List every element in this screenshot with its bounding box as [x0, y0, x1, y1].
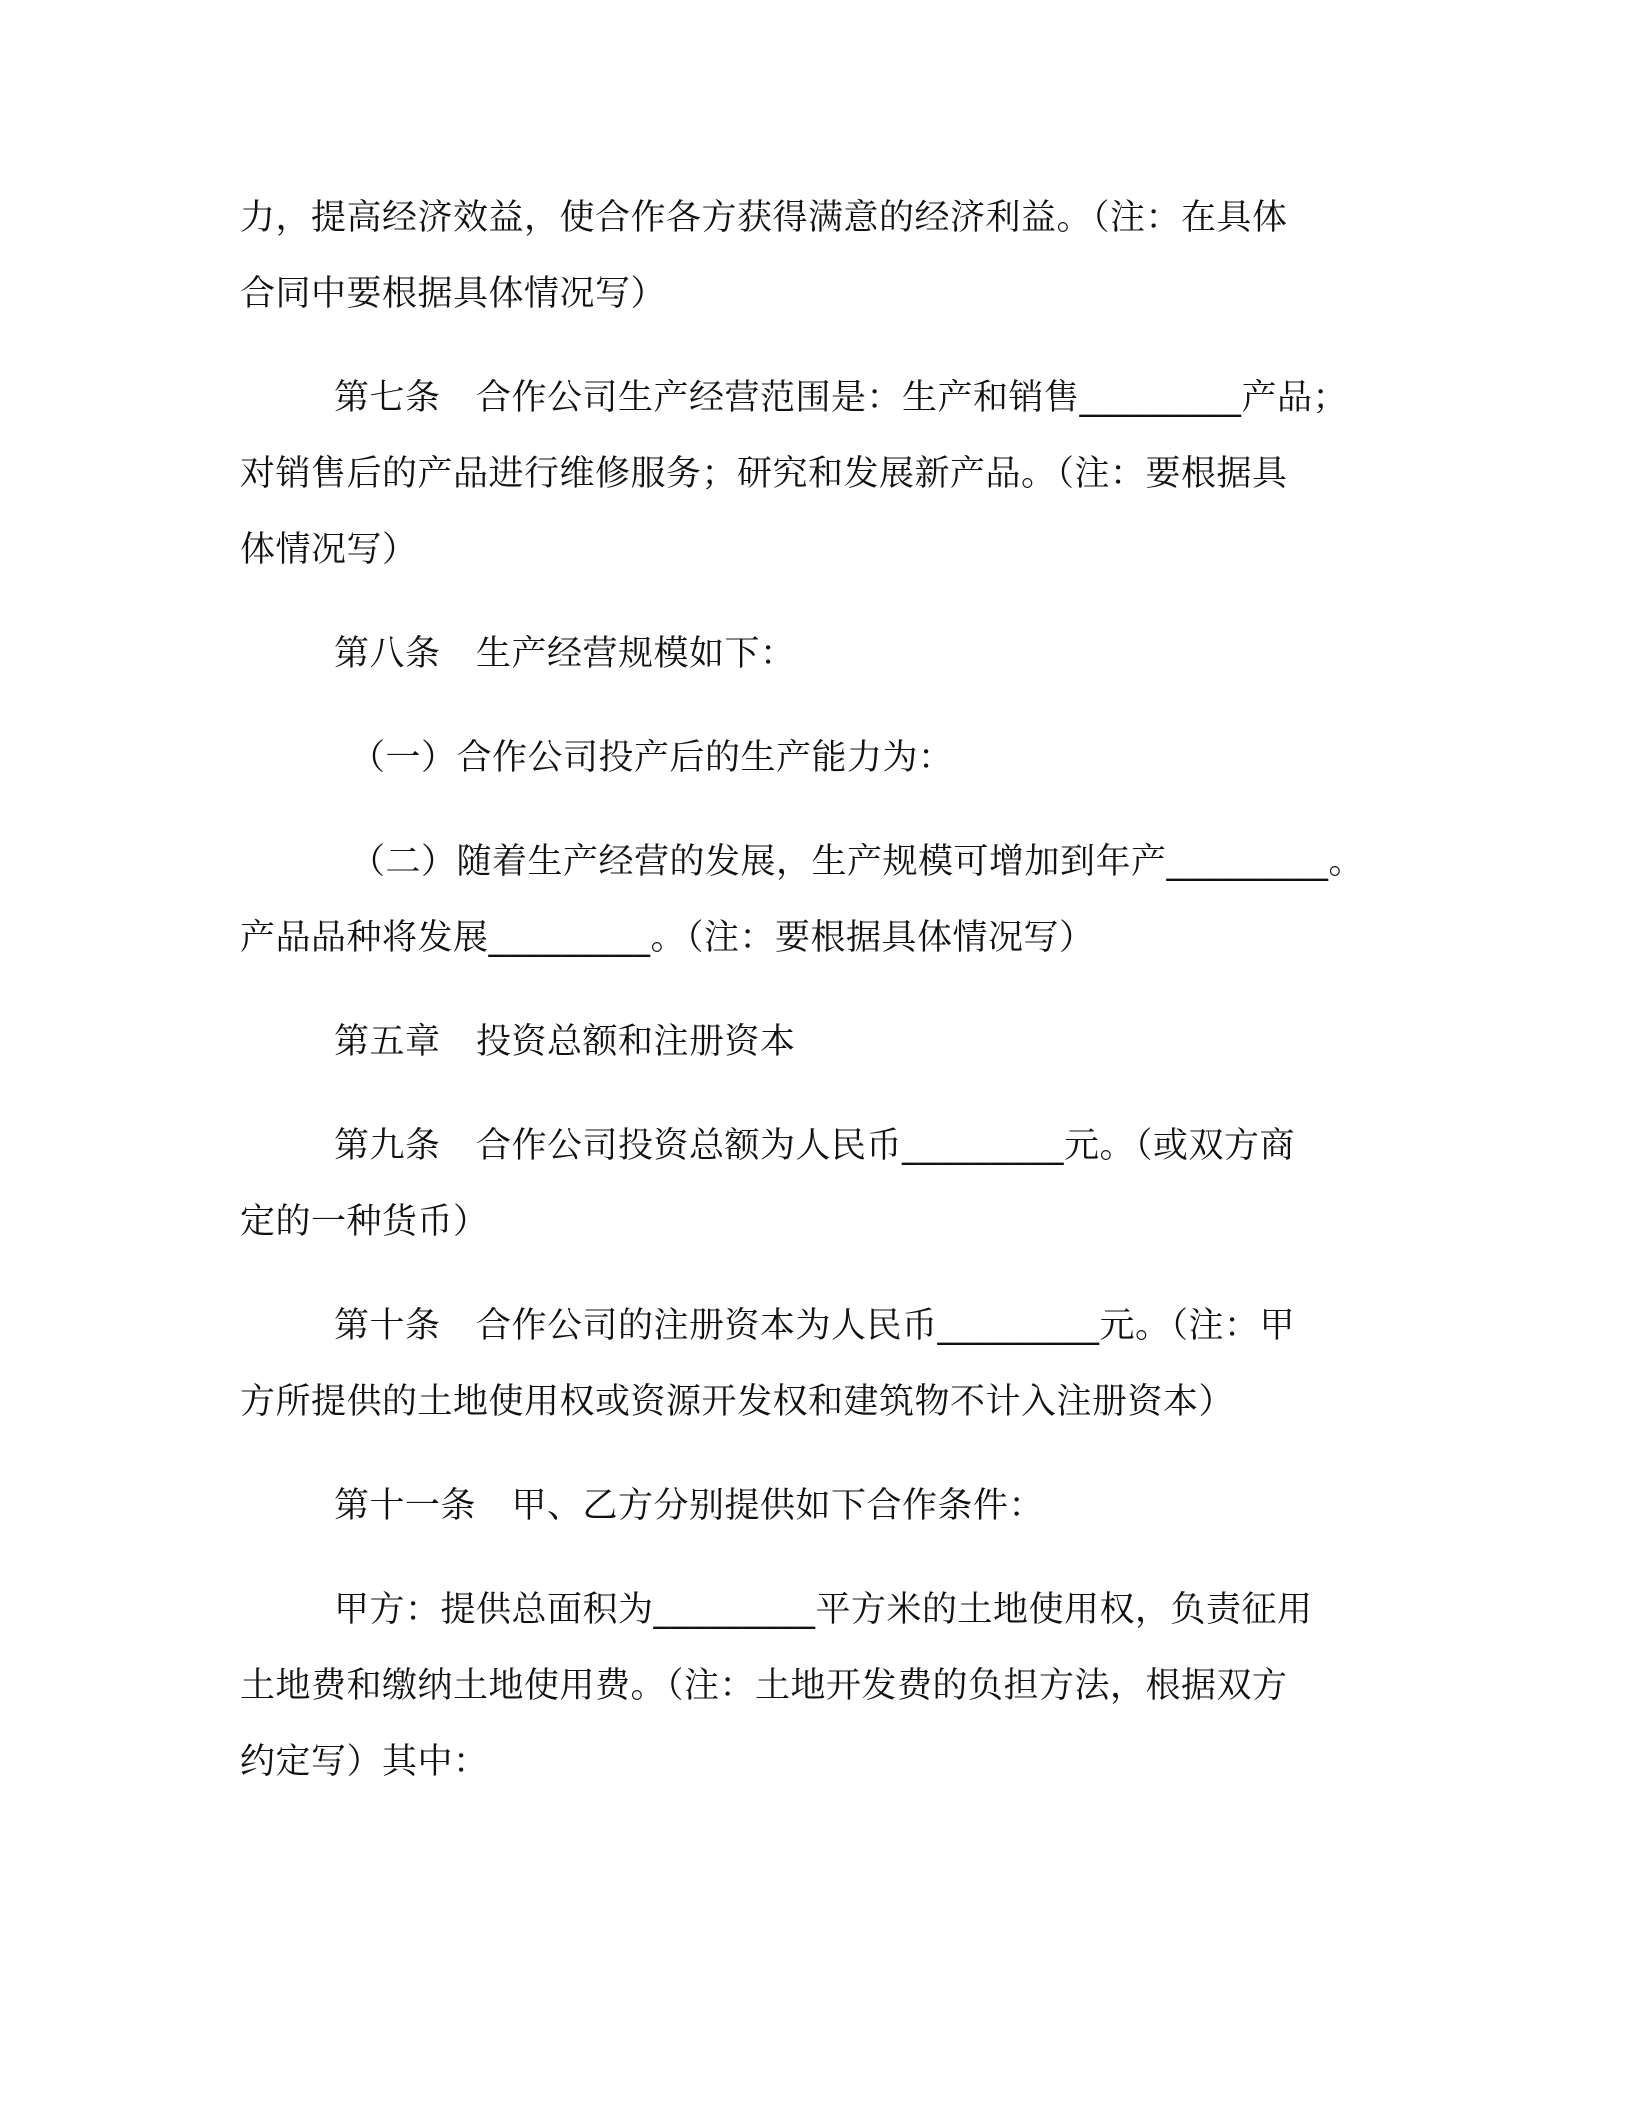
party-a-line: 甲方：提供总面积为_________平方米的土地使用权，负责征用 [334, 1590, 1313, 1630]
article-10-line: 第十条 合作公司的注册资本为人民币_________元。（注：甲 [334, 1306, 1296, 1346]
text-line: 力，提高经济效益，使合作各方获得满意的经济利益。（注：在具体 [240, 198, 1288, 238]
text-line: 产品品种将发展_________。（注：要根据具体情况写） [240, 918, 1095, 958]
chapter-5-heading: 第五章 投资总额和注册资本 [334, 1022, 796, 1062]
article-9-line: 第九条 合作公司投资总额为人民币_________元。（或双方商 [334, 1126, 1296, 1166]
text-line: 约定写）其中： [240, 1742, 489, 1782]
article-8-line: 第八条 生产经营规模如下： [334, 634, 796, 674]
text-line: 合同中要根据具体情况写） [240, 274, 667, 314]
article-11-line: 第十一条 甲、乙方分别提供如下合作条件： [334, 1486, 1045, 1526]
text-line: 定的一种货币） [240, 1202, 489, 1242]
text-line: 体情况写） [240, 530, 418, 570]
text-line: 土地费和缴纳土地使用费。（注：土地开发费的负担方法，根据双方 [240, 1666, 1288, 1706]
clause-2-line: （二）随着生产经营的发展，生产规模可增加到年产_________。 [350, 842, 1365, 882]
text-line: 对销售后的产品进行维修服务；研究和发展新产品。（注：要根据具 [240, 454, 1288, 494]
article-7-line: 第七条 合作公司生产经营范围是：生产和销售_________产品； [334, 378, 1349, 418]
clause-1-line: （一）合作公司投产后的生产能力为： [350, 738, 954, 778]
text-line: 方所提供的土地使用权或资源开发权和建筑物不计入注册资本） [240, 1382, 1235, 1422]
